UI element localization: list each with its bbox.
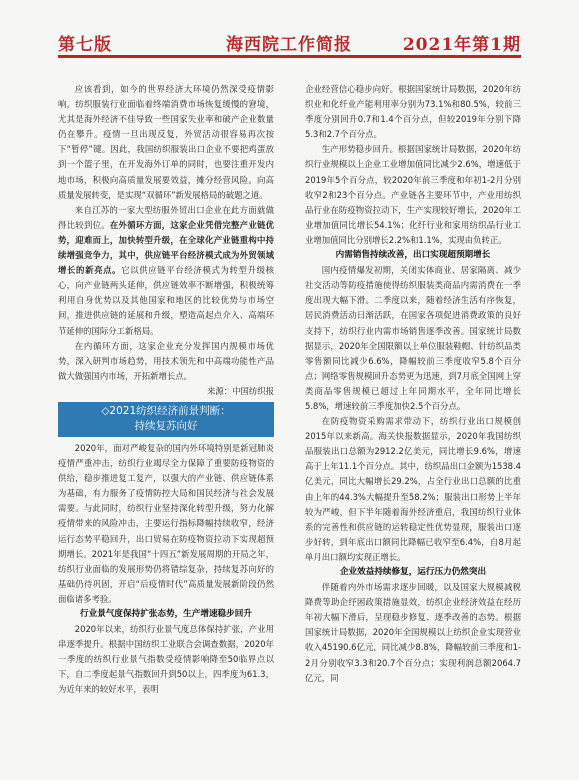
paragraph-bold: 在外循环方面，这家企业凭借完整产业链优势，迎难而上，加快转型升级，在全球化产业链重构中持续增强竞争力，其中，供应链平台经济模式成为外贸领域增长的新亮点。 (58, 219, 274, 276)
paragraph: 在防疫物资采购需求带动下，纺织行业出口规模创2015年以来新高。海关快报数据显示，2020年我国纺织品服装出口总额为2912.2亿美元，同比增长9.6%，增速高于上年11.1个百分点。其中，纺织品出口金额为1538.4亿美元，同比大幅增长29.2%，占全行业出口总额的比重由上年的44.3%大幅提升至58.2%；服装出口形势上半年较为严峻，但下半年随着海外经济重启，我国纺织行业体系的完善性和供应链的运转稳定性优势显现，服装出口逐步好转，到年底出口额同比降幅已收窄至6.4%，自8月起单月出口额均实现正增长。 (305, 416, 521, 562)
banner-line: ◇2021纺织经济前景判断： (101, 404, 231, 417)
paragraph: 在内循环方面，这家企业充分发挥国内规模市场优势，深入研判市场趋势，用技术领先和中高端功能性产品做大做强国内市场，开拓新增长点。 (58, 340, 274, 381)
newsletter-title: 海西院工作简报 (226, 35, 352, 55)
paragraph: 应该看到，如今的世界经济大环境仍然深受疫情影响，纺织服装行业面临着终端消费市场恢复缓慢的窘境，尤其是海外经济不佳导致一些国家失业率和破产企业数量仍在攀升。疫情一旦出现反复，外贸活动很容易再次按下“暂停”键。因此，我国纺织服装出口企业不要把鸡蛋放到一个篮子里，在开发海外订单的同时，也要注重开发内地市场，积极向高质量发展要效益，摊分经营风险。向高质量发展转变，是实现“双循环”新发展格局的破题之道。 (58, 84, 274, 200)
newsletter-header (58, 26, 521, 56)
paragraph: 2020年以来，纺织行业景气度总体保持扩张，产业用串逐季提升。根据中国纺织工业联合会调查数据，2020年一季度的纺织行业景气指数受疫情影响降至50临界点以下，自二季度起景气指数回升到50以上，四季度为61.3，为近年来的较好水平，表明 (58, 624, 274, 695)
header-divider (58, 55, 521, 58)
subheading: 内需销售持续改善，出口实现超预期增长 (335, 250, 491, 261)
issue-label: 2021年第1期 (402, 35, 521, 55)
subheading: 行业景气度保持扩张态势，生产增速稳步回升 (80, 609, 252, 619)
paragraph: 国内疫情爆发初期，关闭实体商业、居家隔离、减少社交活动等防疫措施使得纺织服装类商品内需消费在一季度出现大幅下滑。二季度以来，随着经济生活有序恢复，居民消费活动日渐活跃，在国家各项促进消费政策的良好支持下，纺织行业内需市场销售逐季改善。国家统计局数据显示，2020年全国限额以上单位服装鞋帽、针纺织品类零售额同比减少6.6%，降幅较前三季度收窄5.8个百分点；网络零售规模回升态势更为迅速，到7月底全国网上穿类商品零售规模已超过上年同期水平，全年同比增长5.8%，增速较前三季度加快2.5个百分点。 (305, 265, 521, 411)
banner-line: 持续复苏向好 (134, 419, 198, 432)
paragraph: 伴随着内外市场需求逐步回暖，以及国家大规模减税降费等助企纾困政策措施显效，纺织企业经济效益在经历年初大幅下滑后，呈现稳步修复、逐季改善的态势。根据国家统计局数据，2020年全国规模以上纺织企业实现营业收入45190.6亿元，同比减少8.8%，降幅较前三季度和1-2月分别收窄3.3和20.7个百分点；实现利润总额2064.7亿元，同 (305, 582, 521, 683)
paragraph: 企业经营信心稳步向好。根据国家统计局数据，2020年纺织业和化纤业产能利用率分别为73.1%和80.5%，较前三季度分别回升0.7和1.4个百分点，但较2019年分别下降5.3和2.7个百分点。 (305, 84, 521, 140)
source-credit: 来源：中国纺织报 (207, 385, 274, 396)
left-column (58, 82, 274, 770)
paragraph-rest: 它以供应链平台经济模式为转型升级核心，向产业链两头延伸，供应链效率不断增强，积极统筹利用自身优势以及其他国家和地区的比较优势与市场空间，推进供应链的延展和升级，塑造高起点介入、高端环节延伸的国际分工新格局。 (58, 265, 274, 336)
paragraph (58, 203, 274, 339)
subheading: 企业效益持续修复，运行压力仍然突出 (339, 567, 487, 577)
edition-label: 第七版 (58, 35, 112, 55)
right-column (305, 82, 521, 770)
paragraph: 2020年，面对严峻复杂的国内外环境特别是新冠肺炎疫情严重冲击，纺织行业竭尽全力保障了重要防疫物资的供给，稳步推进复工复产，以强大的产业链、供应链体系为基础，有力服务了疫情防控大局和国民经济与社会发展需要。与此同时，纺织行业坚持深化转型升级，努力化解疫情带来的风险冲击，主要运行指标降幅持续收窄，经济运行态势平稳回升，出口贸易在防疫物资拉动下实现超预期增长。2021年是我国“十四五”新发展周期的开局之年，纺织行业面临的发展形势仍将错综复杂，持续复苏向好的基础仍待巩固，开启“后疫情时代”高质量发展新阶段仍然面临诸多考验。 (58, 442, 274, 604)
section-banner (58, 402, 274, 437)
paragraph-intro: 来自江苏的一家大型纺服外贸出口企业在此方面就做得比较到位。 (58, 204, 274, 230)
paragraph: 生产形势稳步回升。根据国家统计局数据，2020年纺织行业规模以上企业工业增加值同比减少2.6%，增速低于2019年5个百分点，较2020年前三季度和年初1-2月分别收窄2和23个百分点。产业链各主要环节中，产业用纺织品行业在防疫物资拉动下，生产实现较好增长，2020年工业增加值同比增长54.1%；化纤行业和家用纺织品行业工业增加值同比分别增长2.2%和1.1%，实现由负转正。 (305, 144, 521, 245)
